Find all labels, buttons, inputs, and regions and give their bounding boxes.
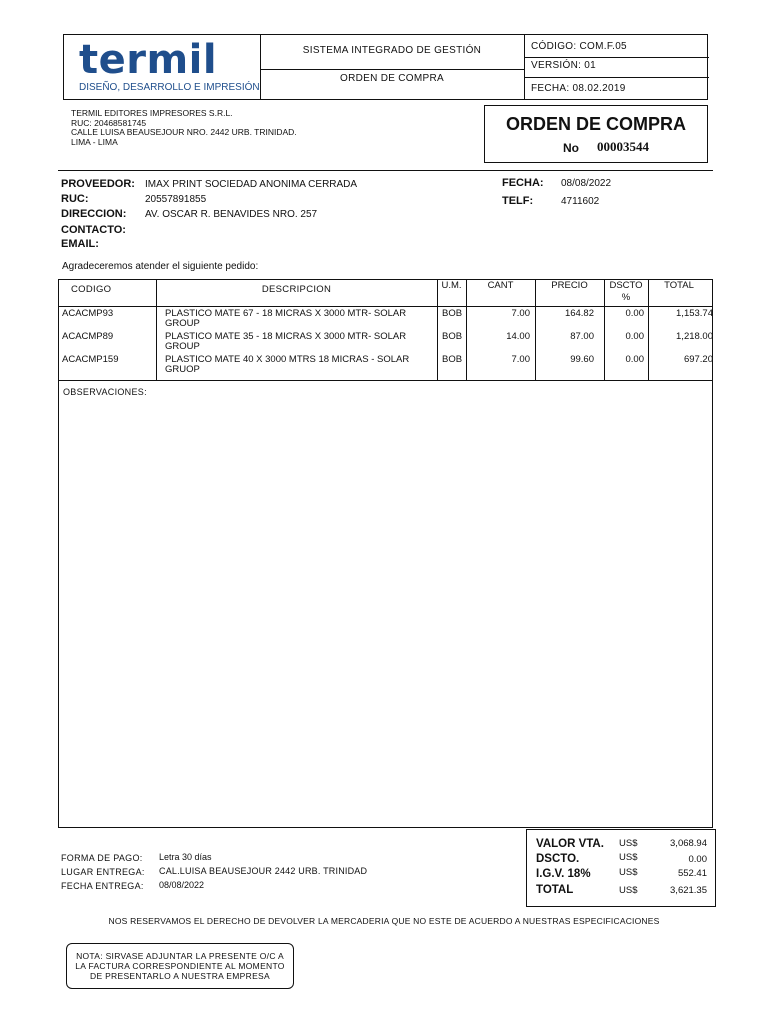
cell-cant: 7.00 — [511, 354, 530, 365]
valor-label: VALOR VTA. — [536, 838, 604, 850]
header-doc-name: ORDEN DE COMPRA — [340, 73, 444, 84]
cell-codigo: ACACMP89 — [62, 331, 114, 342]
intro-text: Agradeceremos atender el siguiente pedido: — [62, 261, 259, 272]
telf-label: TELF: — [502, 195, 534, 207]
cell-precio: 164.82 — [564, 308, 594, 319]
direccion-value: AV. OSCAR R. BENAVIDES NRO. 257 — [145, 209, 318, 220]
dscto-value: 0.00 — [688, 854, 707, 865]
forma-pago-label: FORMA DE PAGO: — [61, 853, 143, 863]
ruc-label: RUC: — [61, 193, 89, 205]
doc-version: VERSIÓN: 01 — [531, 60, 596, 71]
note-line: NOTA: SIRVASE ADJUNTAR LA PRESENTE O/C A — [76, 951, 284, 961]
cell-dscto: 0.00 — [625, 331, 644, 342]
contacto-label: CONTACTO: — [61, 224, 126, 236]
cell-cant: 7.00 — [511, 308, 530, 319]
cell-dscto: 0.00 — [625, 354, 644, 365]
fecha-value: 08/08/2022 — [561, 178, 612, 189]
total-value: 3,621.35 — [670, 885, 707, 896]
cell-precio: 99.60 — [570, 354, 594, 365]
cell-precio: 87.00 — [570, 331, 594, 342]
table-row — [59, 331, 712, 354]
totals-box — [526, 829, 716, 907]
dscto-label: DSCTO. — [536, 853, 580, 865]
cell-cant: 14.00 — [506, 331, 530, 342]
logo-tagline: DISEÑO, DESARROLLO E IMPRESIÓN — [79, 82, 260, 93]
col-dscto-pct: % — [621, 292, 631, 303]
system-title: SISTEMA INTEGRADO DE GESTIÓN — [302, 45, 482, 56]
table-row — [59, 354, 712, 377]
col-precio: PRECIO — [551, 280, 588, 291]
order-title: ORDEN DE COMPRA — [505, 114, 686, 134]
proveedor-label: PROVEEDOR: — [61, 178, 135, 190]
direccion-label: DIRECCION: — [61, 208, 127, 220]
cell-desc: PLASTICO MATE 67 - 18 MICRAS X 3000 MTR- SOLAR — [165, 308, 407, 319]
cell-desc-cont: GROUP — [165, 341, 200, 352]
company-name: TERMIL EDITORES IMPRESORES S.R.L. — [71, 108, 233, 118]
igv-currency: US$ — [619, 867, 638, 878]
email-label: EMAIL: — [61, 238, 99, 250]
cell-um: BOB — [442, 354, 463, 365]
total-label: TOTAL — [536, 884, 574, 896]
note-box — [66, 943, 294, 989]
logo-wordmark: termil — [79, 37, 218, 83]
cell-um: BOB — [442, 308, 463, 319]
doc-date: FECHA: 08.02.2019 — [531, 83, 626, 94]
separator-line — [58, 170, 713, 171]
company-city: LIMA - LIMA — [71, 136, 118, 147]
col-total: TOTAL — [664, 280, 694, 291]
order-number-box — [484, 105, 708, 163]
cell-desc-cont: GROUP — [165, 318, 200, 329]
doc-code: CÓDIGO: COM.F.05 — [531, 41, 627, 52]
lugar-entrega-value: CAL.LUISA BEAUSEJOUR 2442 URB. TRINIDAD — [159, 866, 368, 876]
lugar-entrega-label: LUGAR ENTREGA: — [61, 867, 145, 877]
document-header — [63, 34, 708, 100]
cell-um: BOB — [442, 331, 463, 342]
ruc-value: 20557891855 — [145, 194, 207, 205]
table-header-row — [59, 280, 712, 303]
observations-box — [58, 381, 713, 828]
col-descripcion: DESCRIPCION — [261, 284, 332, 295]
col-cant: CANT — [487, 280, 514, 291]
company-ruc: RUC: 20468581745 — [71, 117, 147, 128]
reservation-notice: NOS RESERVAMOS EL DERECHO DE DEVOLVER LA MERCADERIA QUE NO ESTE DE ACUERDO A NUESTRAS ESPECIFICACIONES — [108, 916, 660, 926]
cell-dscto: 0.00 — [625, 308, 644, 319]
fecha-label: FECHA: — [502, 177, 544, 189]
fecha-entrega-value: 08/08/2022 — [159, 880, 205, 890]
cell-desc: PLASTICO MATE 35 - 18 MICRAS X 3000 MTR- SOLAR — [165, 331, 407, 342]
cell-total: 1,153.74 — [676, 308, 713, 319]
total-currency: US$ — [619, 885, 638, 896]
order-number: 00003544 — [597, 139, 649, 154]
dscto-currency: US$ — [619, 852, 638, 863]
company-info — [71, 109, 297, 147]
observaciones-label: OBSERVACIONES: — [63, 387, 147, 397]
telf-value: 4711602 — [561, 196, 600, 207]
igv-label: I.G.V. 18% — [536, 868, 591, 880]
col-codigo: CODIGO — [71, 284, 112, 295]
cell-desc-cont: GRUOP — [165, 364, 200, 375]
valor-currency: US$ — [619, 838, 638, 849]
cell-total: 1,218.00 — [676, 331, 713, 342]
order-no-label: No — [563, 141, 579, 155]
forma-pago-value: Letra 30 días — [159, 852, 212, 862]
igv-value: 552.41 — [677, 868, 707, 879]
items-table — [58, 279, 713, 381]
note-line: LA FACTURA CORRESPONDIENTE AL MOMENTO — [75, 961, 285, 971]
valor-value: 3,068.94 — [670, 838, 707, 849]
proveedor-value: IMAX PRINT SOCIEDAD ANONIMA CERRADA — [145, 179, 358, 190]
col-dscto: DSCTO — [609, 280, 643, 291]
company-address: CALLE LUISA BEAUSEJOUR NRO. 2442 URB. TRINIDAD. — [71, 127, 297, 137]
cell-codigo: ACACMP93 — [62, 308, 114, 319]
fecha-entrega-label: FECHA ENTREGA: — [61, 881, 144, 891]
col-um: U.M. — [441, 280, 462, 291]
cell-desc: PLASTICO MATE 40 X 3000 MTRS 18 MICRAS - SOLAR — [165, 354, 410, 365]
cell-codigo: ACACMP159 — [62, 354, 119, 365]
table-row — [59, 308, 712, 331]
note-line: DE PRESENTARLO A NUESTRA EMPRESA — [90, 971, 270, 981]
cell-total: 697.20 — [683, 354, 713, 365]
